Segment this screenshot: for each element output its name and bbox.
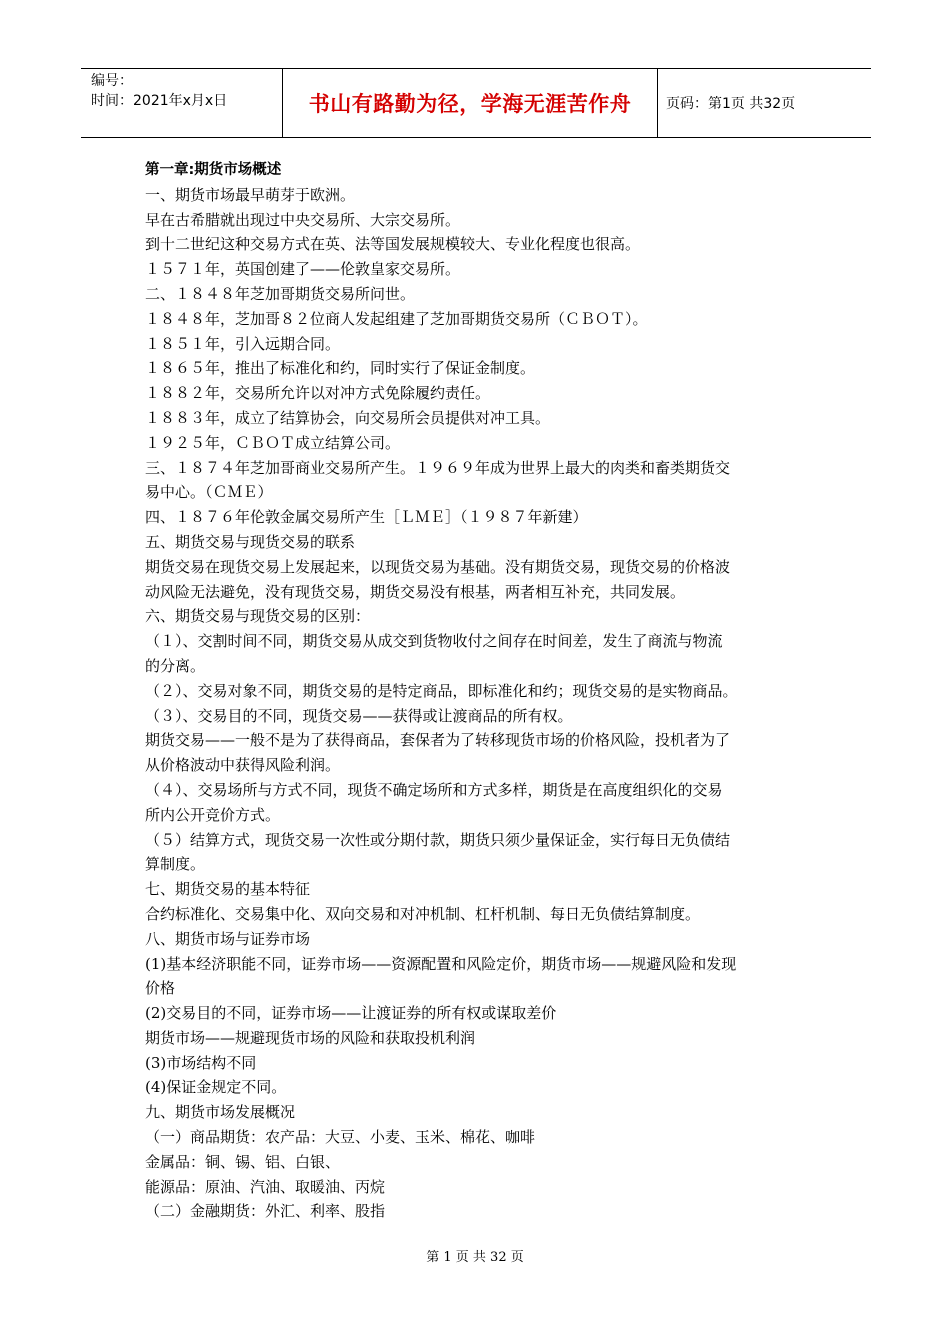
text-line: １８５１年，引入远期合同。: [145, 334, 341, 353]
page-footer: 第 1 页 共 32 页: [426, 1250, 524, 1265]
text-line: １９２５年，ＣＢＯＴ成立结算公司。: [145, 433, 401, 452]
text-line: （一）商品期货：农产品：大豆、小麦、玉米、棉花、咖啡: [145, 1128, 536, 1147]
text-line: （２）、交易对象不同，期货交易的是特定商品，即标准化和约；现货交易的是实物商品。: [145, 681, 738, 700]
text-line: （３）、交易目的不同，现货交易——获得或让渡商品的所有权。: [145, 706, 573, 725]
text-line: 价格: [145, 979, 176, 998]
page-header: [81, 68, 871, 138]
text-line: 期货市场——规避现货市场的风险和获取投机利润: [145, 1028, 476, 1047]
number-label: 编号：: [91, 73, 133, 89]
text-line: 从价格波动中获得风险利润。: [145, 756, 341, 775]
text-line: (4)保证金规定不同。: [145, 1078, 287, 1097]
text-line: 七、期货交易的基本特征: [145, 880, 311, 899]
text-line: (3)市场结构不同: [145, 1053, 257, 1072]
text-line: 三、１８７４年芝加哥商业交易所产生。１９６９年成为世界上最大的肉类和畜类期货交: [145, 458, 731, 477]
time-label: 时间：2021年x月x日: [91, 93, 228, 109]
text-line: （１）、交割时间不同，期货交易从成交到货物收付之间存在时间差，发生了商流与物流: [145, 632, 723, 651]
text-line: 四、１８７６年伦敦金属交易所产生［ＬＭＥ］（１９８７年新建）: [145, 508, 588, 527]
text-line: 八、期货市场与证券市场: [145, 929, 311, 948]
text-line: 金属品：铜、锡、铝、白银、: [145, 1152, 341, 1171]
text-line: １８４８年，芝加哥８２位商人发起组建了芝加哥期货交易所（ＣＢＯＴ）。: [145, 309, 648, 328]
text-line: 合约标准化、交易集中化、双向交易和对冲机制、杠杆机制、每日无负债结算制度。: [145, 904, 701, 923]
text-line: 的分离。: [145, 656, 206, 675]
text-line: 期货交易——一般不是为了获得商品，套保者为了转移现货市场的价格风险，投机者为了: [145, 731, 731, 750]
page-info-text: 页码：第1页 共32页: [666, 96, 796, 112]
text-line: （４）、交易场所与方式不同，现货不确定场所和方式多样，期货是在高度组织化的交易: [145, 780, 723, 799]
text-line: 到十二世纪这种交易方式在英、法等国发展规模较大、专业化程度也很高。: [145, 235, 641, 254]
text-line: 期货交易在现货交易上发展起来，以现货交易为基础。没有期货交易，现货交易的价格波: [145, 557, 731, 576]
header-meta: [81, 69, 283, 137]
header-motto-cell: [283, 69, 658, 137]
chapter-title: 第一章:期货市场概述: [145, 162, 282, 178]
text-line: 算制度。: [145, 855, 206, 874]
text-line: 九、期货市场发展概况: [145, 1103, 296, 1122]
text-line: 早在古希腊就出现过中央交易所、大宗交易所。: [145, 210, 461, 229]
text-line: (2)交易目的不同，证券市场——让渡证券的所有权或谋取差价: [145, 1004, 557, 1023]
text-line: 动风险无法避免，没有现货交易，期货交易没有根基，两者相互补充，共同发展。: [145, 582, 686, 601]
text-line: １８６５年，推出了标准化和约，同时实行了保证金制度。: [145, 359, 536, 378]
text-line: 易中心。（ＣＭＥ）: [145, 483, 273, 502]
document-body: [145, 158, 815, 1224]
motto-text: 书山有路勤为径，学海无涯苦作舟: [308, 92, 632, 116]
text-line: 二、１８４８年芝加哥期货交易所问世。: [145, 284, 416, 303]
text-line: （５）结算方式，现货交易一次性或分期付款，期货只须少量保证金，实行每日无负债结: [145, 830, 731, 849]
text-line: 五、期货交易与现货交易的联系: [145, 532, 356, 551]
text-line: 六、期货交易与现货交易的区别：: [145, 607, 371, 626]
text-line: 能源品：原油、汽油、取暖油、丙烷: [145, 1177, 386, 1196]
text-line: １８８３年，成立了结算协会，向交易所会员提供对冲工具。: [145, 408, 551, 427]
text-line: 所内公开竞价方式。: [145, 805, 281, 824]
text-line: １８８２年，交易所允许以对冲方式免除履约责任。: [145, 384, 491, 403]
text-line: (1)基本经济职能不同，证券市场——资源配置和风险定价，期货市场——规避风险和发现: [145, 954, 737, 973]
text-line: １５７１年，英国创建了——伦敦皇家交易所。: [145, 260, 461, 279]
text-line: （二）金融期货：外汇、利率、股指: [145, 1202, 386, 1221]
header-page-info: [658, 69, 871, 137]
text-line: 一、期货市场最早萌芽于欧洲。: [145, 185, 356, 204]
